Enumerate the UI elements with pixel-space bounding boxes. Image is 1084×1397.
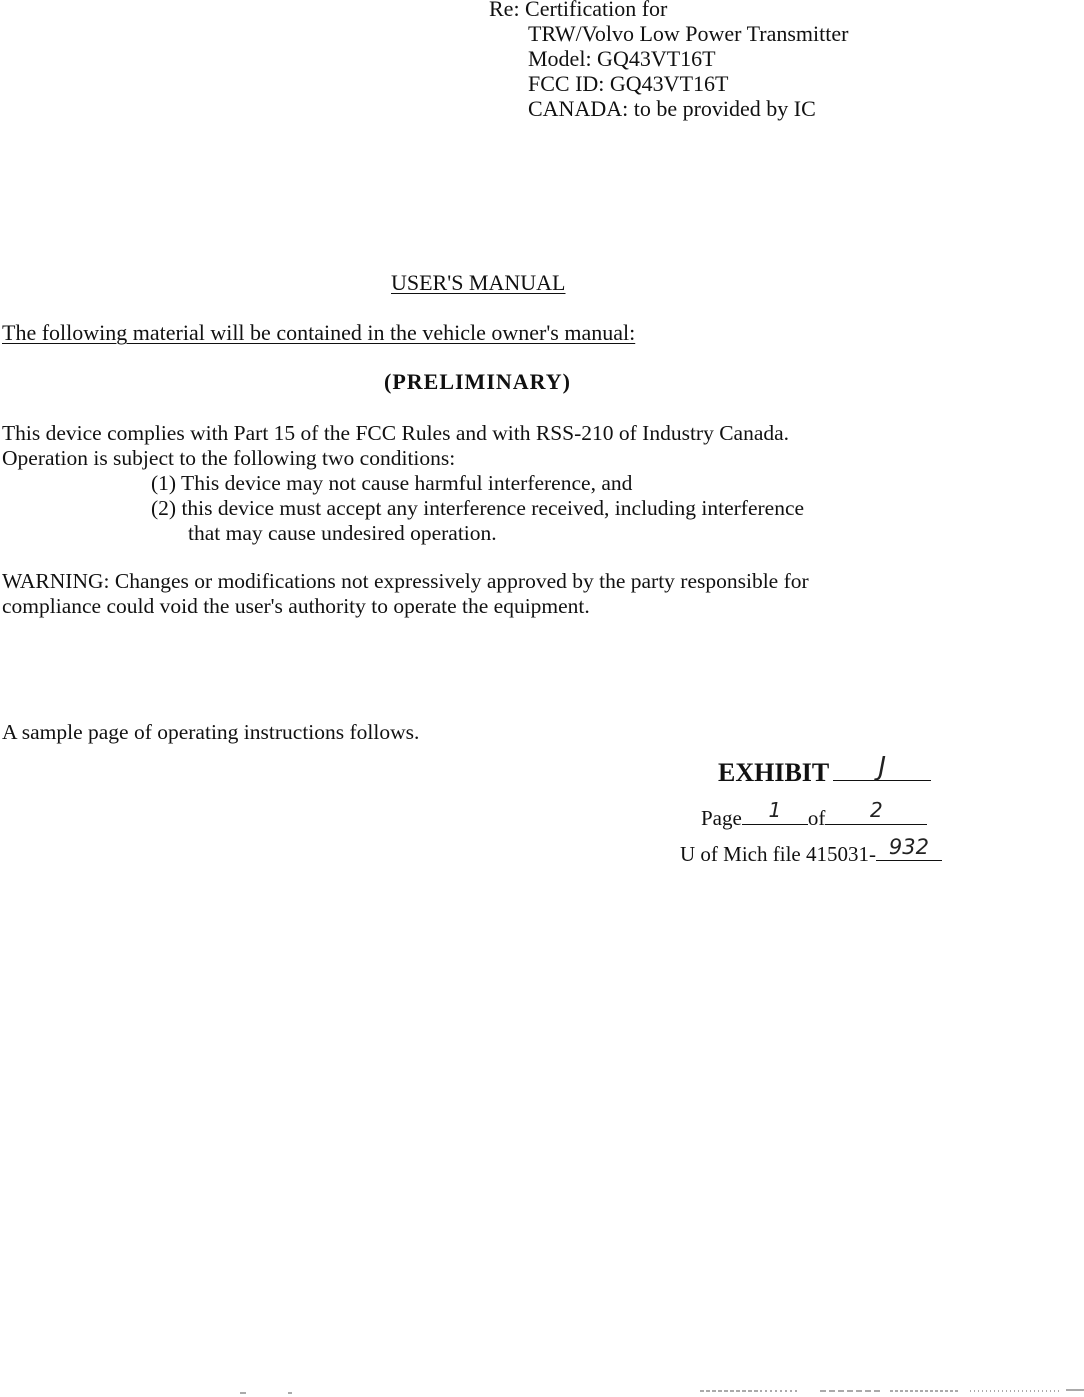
product-line: TRW/Volvo Low Power Transmitter xyxy=(528,21,849,46)
model-line: Model: GQ43VT16T xyxy=(528,46,716,71)
exhibit-letter: J xyxy=(878,752,887,782)
re-line: Re: Certification for xyxy=(489,0,668,21)
preliminary-heading: (PRELIMINARY) xyxy=(384,369,571,394)
file-suffix-field xyxy=(876,835,942,861)
fcc-id-line: FCC ID: GQ43VT16T xyxy=(528,71,729,96)
compliance-line: This device complies with Part 15 of the FCC Rules and with RSS-210 of Industry Canada. xyxy=(2,421,790,445)
exhibit-letter-field xyxy=(833,752,931,782)
scan-edge-noise xyxy=(0,1385,1084,1397)
certification-header xyxy=(489,0,848,121)
canada-line: CANADA: to be provided by IC xyxy=(528,96,816,121)
page-total-field xyxy=(825,798,927,825)
file-suffix: 932 xyxy=(888,835,930,859)
file-number-row xyxy=(680,835,942,868)
warning-line: compliance could void the user's authority to operate the equipment. xyxy=(2,594,590,618)
file-label: U of Mich file 415031- xyxy=(680,842,876,866)
intro-text: The following material will be contained in the vehicle owner's manual: xyxy=(2,320,636,345)
sample-note: A sample page of operating instructions follows. xyxy=(2,720,420,744)
of-label: of xyxy=(807,806,826,830)
condition-2: (2) this device must accept any interference received, including interference xyxy=(151,496,805,520)
warning-statement xyxy=(2,569,809,619)
warning-line: WARNING: Changes or modifications not expressively approved by the party responsible for xyxy=(2,569,809,593)
page-label: Page xyxy=(701,806,742,830)
page-number: 1 xyxy=(768,798,782,822)
condition-1: (1) This device may not cause harmful interference, and xyxy=(151,471,633,495)
page-title: USER'S MANUAL xyxy=(391,270,566,295)
compliance-line: Operation is subject to the following two conditions: xyxy=(2,446,456,470)
page-count-row xyxy=(701,798,927,832)
page-total: 2 xyxy=(869,798,883,822)
exhibit-label: EXHIBIT xyxy=(718,758,830,787)
page-number-field xyxy=(742,798,808,825)
condition-2-continued: that may cause undesired operation. xyxy=(188,521,497,545)
compliance-statement xyxy=(2,421,804,546)
exhibit-label-row xyxy=(718,752,931,788)
